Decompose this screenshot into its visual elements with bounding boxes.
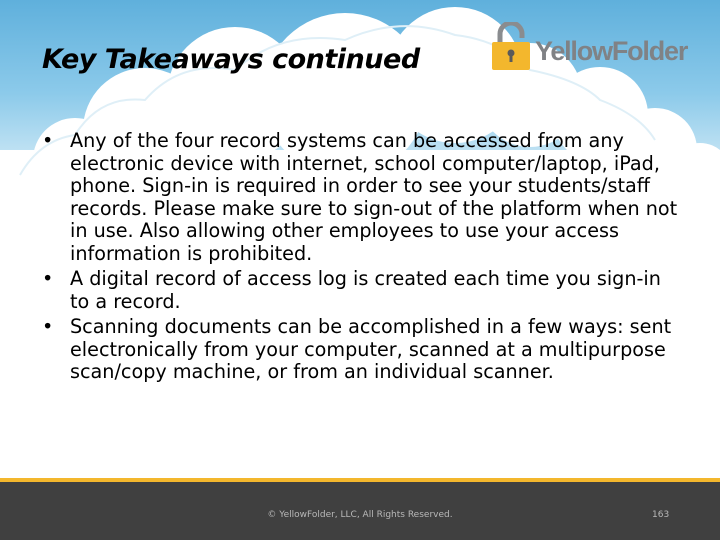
slide-title: Key Takeaways continued [42, 44, 420, 75]
brand-name: YellowFolder [535, 36, 688, 66]
bullet-list [40, 130, 680, 387]
bullet-item [40, 316, 680, 384]
padlock-icon [492, 22, 530, 70]
page-number: 163 [652, 510, 670, 520]
bullet-text: Any of the four record systems can be accessed from any electronic device with internet, school computer/laptop, iPad, phone. Sign-in is required in order to see your students/staff records. Please make sure to sign-out of the platform when not in use. Also allowing other employees to use your access information is prohibited. [70, 129, 678, 265]
bullet-text: A digital record of access log is created each time you sign-in to a record. [70, 267, 661, 313]
bullet-item [40, 130, 680, 265]
bullet-text: Scanning documents can be accomplished in a few ways: sent electronically from your computer, scanned at a multipurpose scan/copy machine, or from an individual scanner. [70, 315, 672, 383]
bullet-marker: • [42, 129, 54, 152]
bullet-marker: • [42, 267, 54, 290]
bullet-item [40, 268, 680, 313]
yellowfolder-logo [492, 22, 696, 72]
bullet-marker: • [42, 315, 54, 338]
copyright-text: © YellowFolder, LLC, All Rights Reserved. [267, 510, 453, 520]
footer-bar [0, 482, 720, 540]
